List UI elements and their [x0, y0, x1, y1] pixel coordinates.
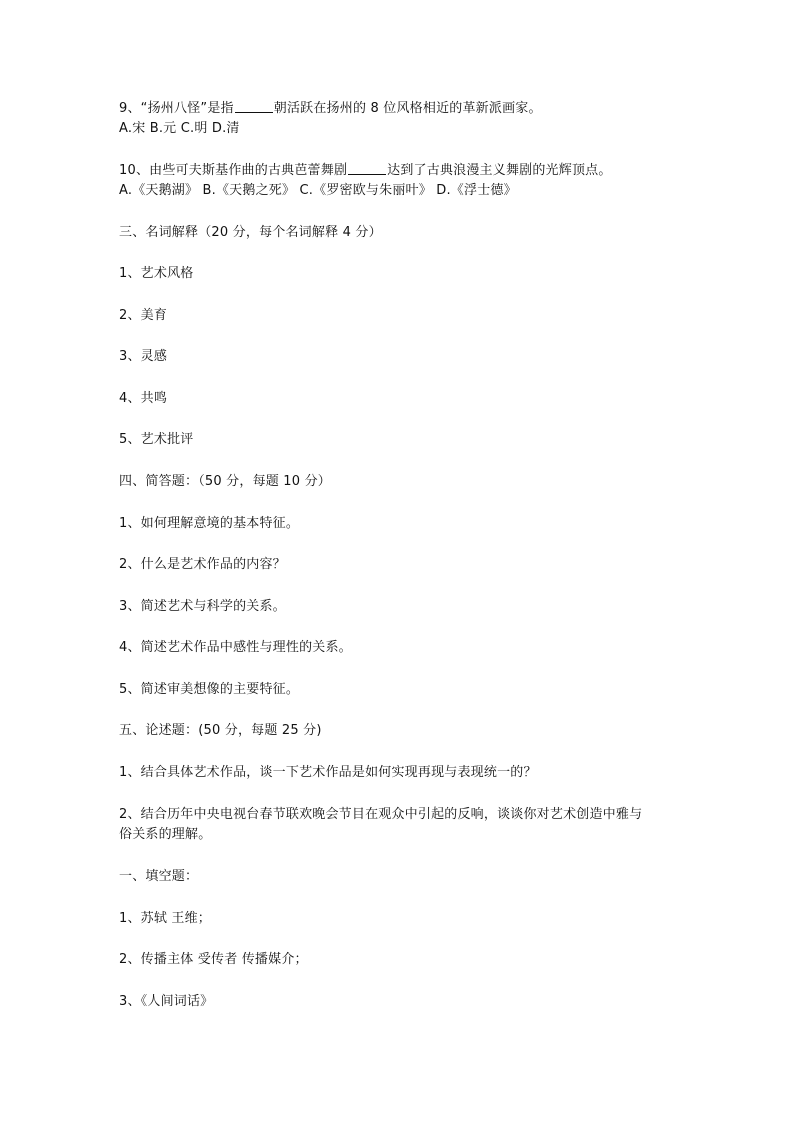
answers-heading: 一、填空题： [119, 869, 199, 884]
answer-item: 2、传播主体 受传者 传播媒介； [119, 952, 308, 967]
term-item: 3、灵感 [119, 349, 168, 364]
question-10-prefix: 10、由些可夫斯基作曲的古典芭蕾舞剧 [119, 163, 348, 178]
answer-item: 3、《人间词话》 [119, 994, 214, 1009]
term-item: 2、美育 [119, 308, 168, 323]
term-item: 1、艺术风格 [119, 266, 194, 281]
short-answer-item: 5、简述审美想像的主要特征。 [119, 682, 300, 697]
short-answer-item: 2、什么是艺术作品的内容？ [119, 557, 286, 572]
short-answer-item: 4、简述艺术作品中感性与理性的关系。 [119, 640, 352, 655]
question-10-suffix: 达到了古典浪漫主义舞剧的光辉顶点。 [387, 163, 612, 178]
term-item: 4、共鸣 [119, 391, 168, 406]
question-9 [119, 100, 542, 117]
essay-item: 1、结合具体艺术作品，谈一下艺术作品是如何实现再现与表现统一的？ [119, 765, 537, 780]
answer-item: 1、苏轼 王维； [119, 911, 212, 926]
question-10 [119, 162, 612, 179]
section-3-heading: 三、名词解释（20 分，每个名词解释 4 分） [119, 225, 382, 240]
question-9-options: A.宋 B.元 C.明 D.清 [119, 121, 240, 136]
term-item: 5、艺术批评 [119, 432, 194, 447]
question-10-options: A.《天鹅湖》 B.《天鹅之死》 C.《罗密欧与朱丽叶》 D.《浮士德》 [119, 183, 517, 198]
short-answer-item: 1、如何理解意境的基本特征。 [119, 516, 300, 531]
answer-blank [348, 162, 386, 175]
question-9-prefix: 9、“扬州八怪”是指 [119, 101, 234, 116]
section-4-heading: 四、简答题：（50 分，每题 10 分） [119, 474, 331, 489]
essay-item: 2、结合历年中央电视台春节联欢晚会节目在观众中引起的反响，谈谈你对艺术创造中雅与 [119, 807, 643, 822]
question-9-suffix: 朝活跃在扬州的 8 位风格相近的革新派画家。 [273, 101, 542, 116]
essay-item-continued: 俗关系的理解。 [119, 827, 212, 842]
short-answer-item: 3、简述艺术与科学的关系。 [119, 599, 286, 614]
section-5-heading: 五、论述题：(50 分，每题 25 分) [119, 723, 322, 738]
answer-blank [235, 100, 273, 113]
